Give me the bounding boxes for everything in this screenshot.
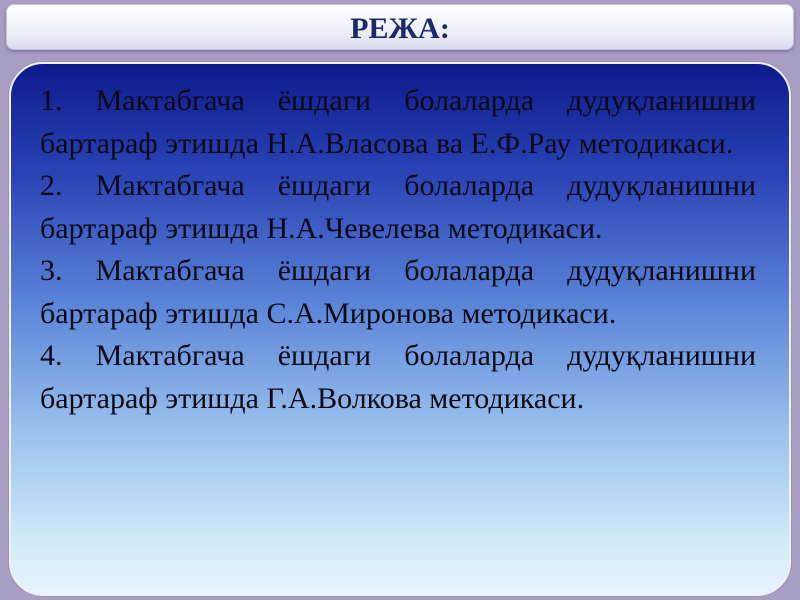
slide-title: РЕЖА: bbox=[350, 12, 450, 45]
plan-item-4: 4. Мактабгача ёшдаги болаларда дудуқланишни бартараф этишда Г.А.Волкова методикаси. bbox=[40, 339, 756, 415]
plan-item-1: 1. Мактабгача ёшдаги болаларда дудуқланишни бартараф этишда Н.А.Власова ва Е.Ф.Рау методикаси. bbox=[40, 84, 756, 160]
plan-item-2: 2. Мактабгача ёшдаги болаларда дудуқланишни бартараф этишда Н.А.Чевелева методикаси. bbox=[40, 169, 756, 245]
plan-item-3: 3. Мактабгача ёшдаги болаларда дудуқланишни бартараф этишда С.А.Миронова методикаси. bbox=[40, 254, 756, 330]
plan-list bbox=[40, 80, 756, 420]
title-bar bbox=[6, 4, 794, 50]
